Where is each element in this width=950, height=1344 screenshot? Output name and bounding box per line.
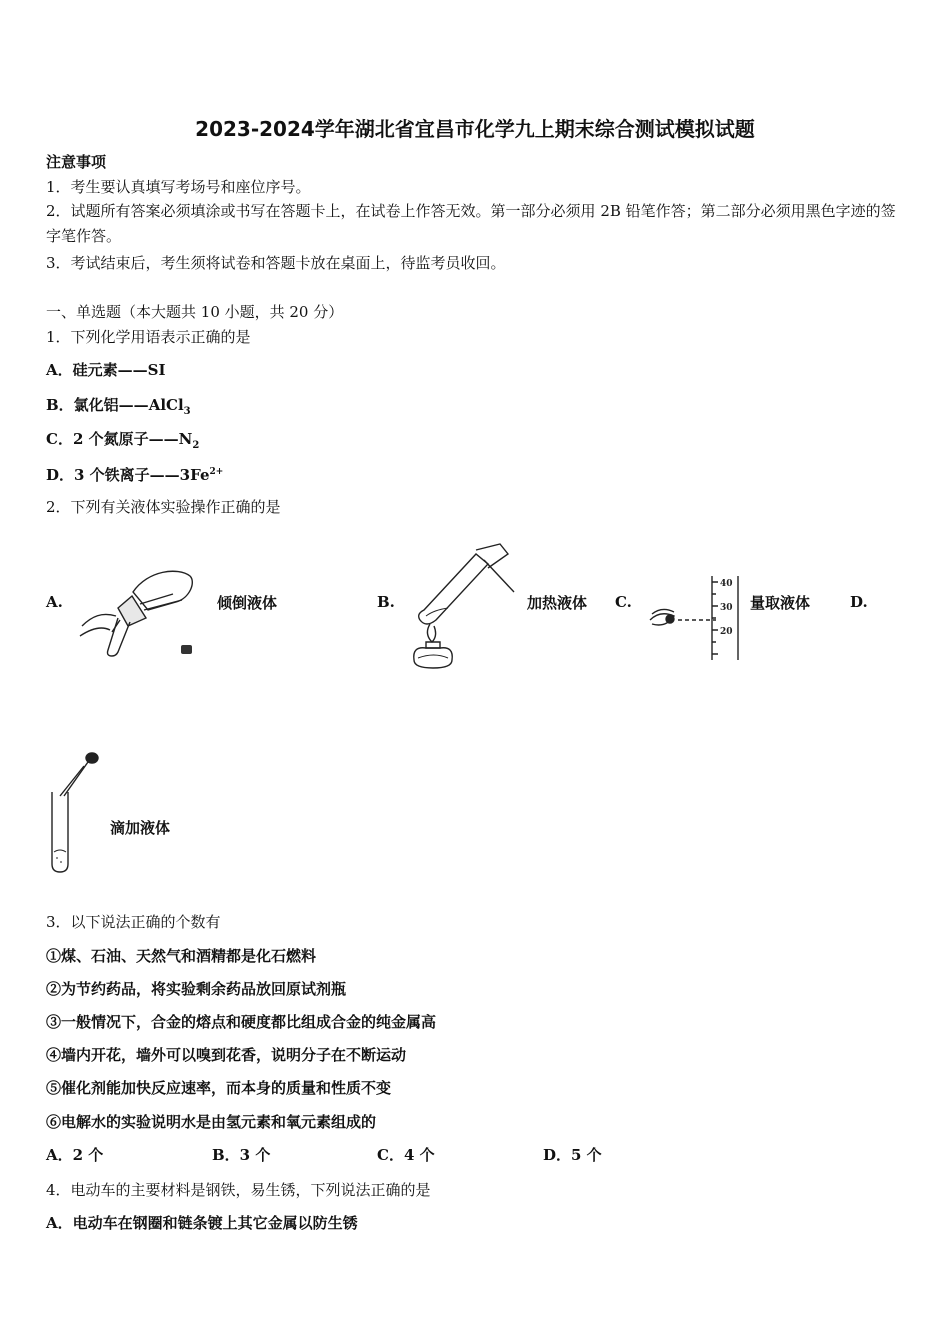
q3-option-c: C．4 个	[377, 1146, 435, 1164]
q3-statement-5: ⑤催化剂能加快反应速率，而本身的质量和性质不变	[46, 1079, 392, 1097]
q2-option-b-letter: B.	[377, 593, 395, 611]
cylinder-tick-20: 20	[720, 627, 733, 637]
notice-item-3: 3．考试结束后，考生须将试卷和答题卡放在桌面上，待监考员收回。	[46, 254, 506, 272]
q3-stem: 3．以下说法正确的个数有	[46, 913, 221, 931]
q3-statement-3: ③一般情况下，合金的熔点和硬度都比组成合金的纯金属高	[46, 1013, 437, 1031]
page-title: 2023-2024学年湖北省宜昌市化学九上期末综合测试模拟试题	[195, 117, 755, 141]
heat-liquid-figure	[404, 542, 522, 670]
q3-statement-1: ①煤、石油、天然气和酒精都是化石燃料	[46, 947, 317, 965]
q2-option-b-caption: 加热液体	[527, 594, 588, 612]
q3-statement-4: ④墙内开花，墙外可以嗅到花香，说明分子在不断运动	[46, 1046, 407, 1064]
notice-item-2: 2．试题所有答案必须填涂或书写在答题卡上，在试卷上作答无效。第一部分必须用 2B 铅笔作答；第二部分必须用黑色字迹的签字笔作答。	[46, 202, 896, 245]
q1-stem: 1．下列化学用语表示正确的是	[46, 328, 251, 346]
cylinder-tick-30: 30	[720, 603, 733, 613]
q4-stem: 4．电动车的主要材料是钢铁，易生锈，下列说法正确的是	[46, 1181, 431, 1199]
q2-option-c-caption: 量取液体	[750, 594, 811, 612]
q3-option-d: D．5 个	[543, 1146, 602, 1164]
q2-option-d-letter: D.	[850, 593, 868, 611]
q2-option-d-caption: 滴加液体	[110, 819, 171, 837]
section-heading: 一、单选题（本大题共 10 小题，共 20 分）	[46, 303, 344, 321]
measure-liquid-figure	[646, 572, 742, 664]
q1-option-a: A．硅元素——SI	[46, 361, 166, 379]
q4-option-a: A．电动车在钢圈和链条镀上其它金属以防生锈	[46, 1214, 358, 1232]
notice-heading: 注意事项	[46, 153, 107, 171]
cylinder-tick-40: 40	[720, 579, 733, 589]
q2-option-c-letter: C.	[615, 593, 632, 611]
q2-option-a-letter: A.	[46, 593, 63, 611]
q2-option-a-caption: 倾倒液体	[217, 594, 278, 612]
pour-liquid-figure	[78, 562, 203, 662]
q3-option-b: B．3 个	[212, 1146, 271, 1164]
q1-option-b: B．氯化铝——AlCl$_3$	[46, 396, 191, 417]
drop-liquid-figure	[40, 748, 106, 876]
q1-option-d: D．3 个铁离子$——3Fe^{2+}$	[46, 466, 224, 484]
q2-stem: 2．下列有关液体实验操作正确的是	[46, 498, 281, 516]
q3-statement-6: ⑥电解水的实验说明水是由氢元素和氧元素组成的	[46, 1113, 377, 1131]
notice-item-1: 1．考生要认真填写考场号和座位序号。	[46, 178, 311, 196]
q3-option-a: A．2 个	[46, 1146, 104, 1164]
q1-option-c: C．2 个氮原子$——N_2$	[46, 430, 200, 451]
q3-statement-2: ②为节约药品，将实验剩余药品放回原试剂瓶	[46, 980, 347, 998]
